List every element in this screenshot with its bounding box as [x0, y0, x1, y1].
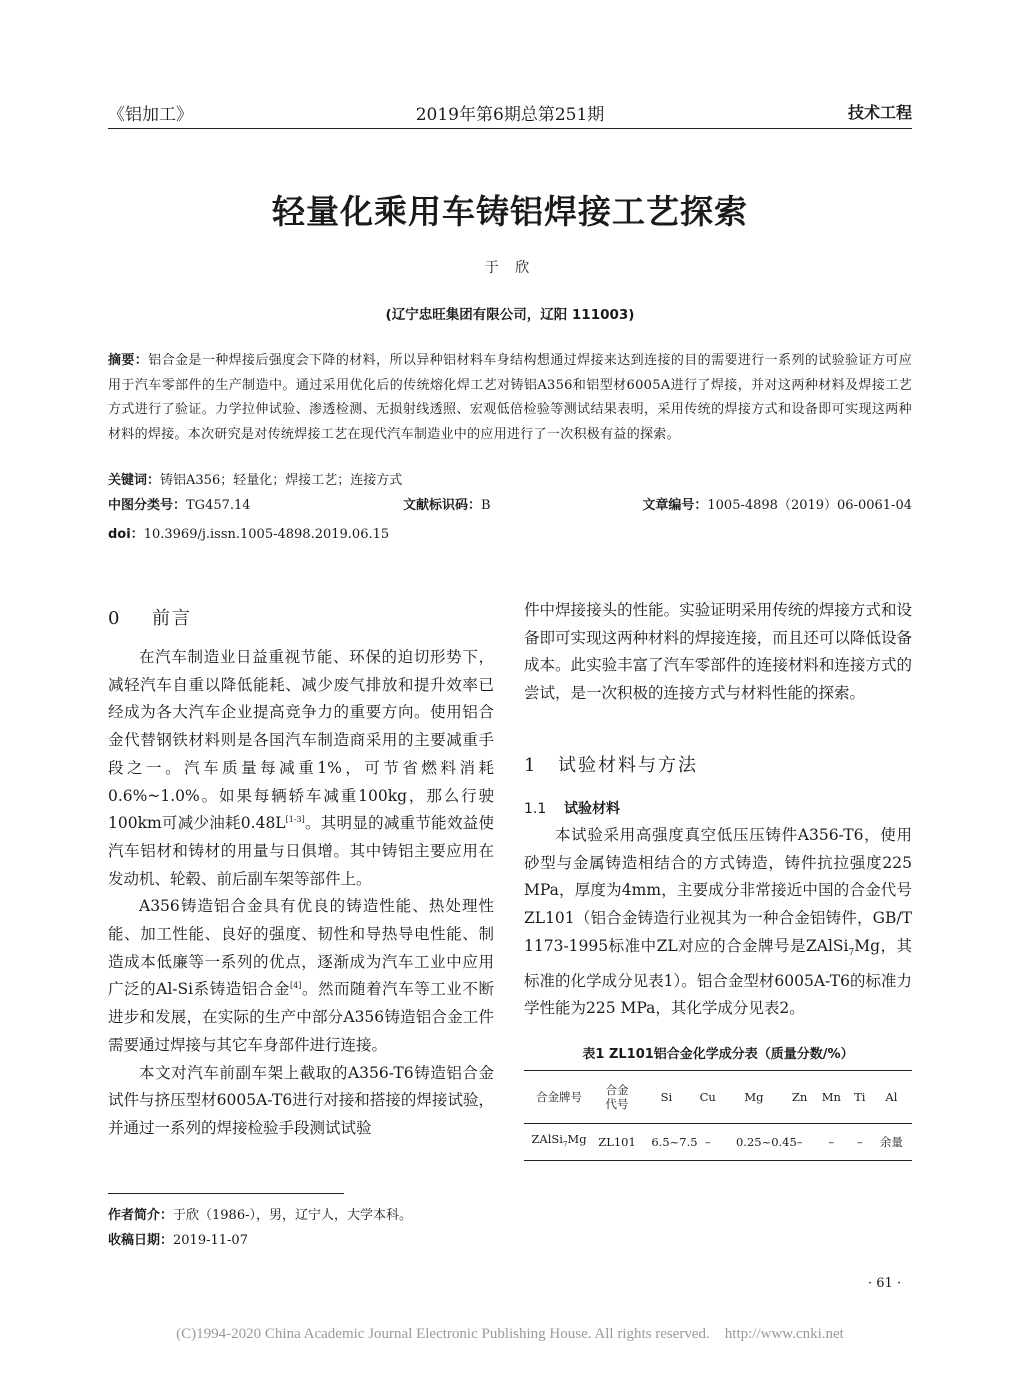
- header-rule: [108, 128, 912, 129]
- table-header-text: 合金代号: [605, 1083, 629, 1111]
- doi-label: doi：: [108, 527, 144, 542]
- paragraph: 件中焊接接头的性能。实验证明采用传统的焊接方式和设备即可实现这两种材料的焊接连接，而且还可以降低设备成本。此实验丰富了汽车零部件的连接材料和连接方式的尝试，是一次积极的连接方式与材料性能的探索。: [524, 601, 912, 703]
- paragraph: [108, 644, 494, 893]
- section-name: 技术工程: [847, 103, 912, 122]
- composition-table: [524, 1070, 912, 1161]
- cell-text: 6.5~7.5: [651, 1135, 698, 1149]
- clc-text: TG457.14: [186, 498, 251, 513]
- doi: [108, 523, 912, 542]
- table-header: Cu: [699, 1090, 716, 1104]
- table-header: Mg: [744, 1090, 764, 1104]
- author: 于 欣: [484, 260, 536, 276]
- article-number: [642, 494, 912, 513]
- affiliation: (辽宁忠旺集团有限公司，辽阳 111003): [385, 307, 635, 323]
- author-bio: [108, 1204, 412, 1223]
- article-no-text: 1005-4898（2019）06-0061-04: [707, 498, 912, 513]
- bio-text: 于欣（1986-），男，辽宁人，大学本科。: [173, 1208, 412, 1223]
- section-title: 试验材料与方法: [558, 755, 698, 776]
- abstract: [108, 349, 912, 447]
- table-header: Mn: [821, 1090, 841, 1104]
- subsection-title: 试验材料: [564, 801, 620, 817]
- table-cell: –: [828, 1135, 835, 1149]
- intro-continued: [524, 597, 912, 708]
- section-number: 1: [524, 755, 538, 776]
- issue-info: 2019年第6期总第251期: [415, 105, 605, 125]
- article-title: 轻量化乘用车铸铝焊接工艺探索: [272, 192, 748, 231]
- article-no-label: 文章编号：: [642, 498, 708, 513]
- table-header: Al: [885, 1090, 898, 1104]
- paragraph-text: 本试验采用高强度真空低压压铸件A356-T6，使用砂型与金属铸造相结合的方式铸造，铸件抗拉强度225 MPa，厚度为4mm，主要成分非常接近中国的合金代号ZL101（铝合金铸造行业视其为一种合金铝铸件，GB/T 1173-1995标准中ZL对应的合金牌号是ZAlSi: [524, 826, 912, 955]
- table-header: 合金牌号: [536, 1090, 582, 1104]
- paragraph-text: 。其明显的减重节能效益使汽车铝材和铸材的用量与日俱增。其中铸铝主要应用在发动机、轮毂、前后副车架等部件上。: [108, 814, 494, 888]
- subscript: 7: [562, 1140, 568, 1149]
- page-number: · 61 ·: [868, 1276, 902, 1291]
- paragraph-text: 在汽车制造业日益重视节能、环保的迫切形势下，减轻汽车自重以降低能耗、减少废气排放和提升效率已经成为各大汽车企业提高竞争力的重要方向。使用铝合金代替钢铁材料则是各国汽车制造商采用的主要减重手段之一。汽车质量每减重1%，可节省燃料消耗0.6%~1.0%。如果每辆轿车减重100kg，那么行驶100km可减少油耗0.48L: [108, 648, 494, 833]
- materials-text: [524, 822, 912, 1023]
- table-cell: [640, 1124, 698, 1161]
- citation: [1-3]: [285, 815, 305, 825]
- section-number: 0: [108, 608, 122, 629]
- paragraph: [524, 822, 912, 1023]
- doi-text: 10.3969/j.issn.1005-4898.2019.06.15: [143, 527, 390, 542]
- paragraph-text: 。然而随着汽车等工业不断进步和发展，在实际的生产中部分A356铸造铝合金工件需要通过焊接与其它车身部件进行连接。: [108, 980, 494, 1054]
- paragraph-text: A356铸造铝合金具有优良的铸造性能、热处理性能、加工性能、良好的强度、韧性和导热导电性能、制造成本低廉等一系列的优点，逐渐成为汽车工业中应用广泛的Al-Si系铸造铝合金: [108, 897, 494, 999]
- table-cell: 余量: [879, 1135, 903, 1149]
- paragraph: 本文对汽车前副车架上截取的A356-T6铸造铝合金试件与挤压型材6005A-T6进行对接和搭接的焊接试验，并通过一系列的焊接检验手段测试试验: [108, 1063, 494, 1137]
- bio-label: 作者简介：: [108, 1208, 174, 1223]
- document-code: [403, 494, 491, 513]
- journal-name: 《铝加工》: [108, 105, 193, 125]
- paragraph-text: Mg，其标准的化学成分见表1）。铝合金型材6005A-T6的标准力学性能为225 MPa，其化学成分见表2。: [524, 936, 912, 1018]
- table-cell: ZL101: [598, 1135, 636, 1149]
- received-date: [108, 1229, 248, 1248]
- cell-text: Mg: [567, 1132, 587, 1147]
- date-text: 2019-11-07: [173, 1233, 248, 1248]
- table-cell: [723, 1124, 797, 1161]
- section-heading-intro: [108, 604, 192, 630]
- table-header: Ti: [854, 1090, 866, 1104]
- abstract-text: 铝合金是一种焊接后强度会下降的材料，所以异种铝材料车身结构想通过焊接来达到连接的目的需要进行一系列的试验验证方可应用于汽车零部件的生产制造中。通过采用优化后的传统熔化焊工艺对铸铝A356和铝型材6005A进行了焊接，并对这两种材料及焊接工艺方式进行了验证。力学拉伸试验、渗透检测、无损射线透照、宏观低倍检验等测试结果表明，采用传统的焊接方式和设备即可实现这两种材料的焊接。本次研究是对传统焊接工艺在现代汽车制造业中的应用进行了一次积极有益的探索。: [108, 353, 912, 442]
- abstract-label: 摘要：: [108, 353, 149, 368]
- cell-text: 0.25~0.45: [735, 1135, 797, 1149]
- doc-code-text: B: [481, 498, 491, 513]
- table-header: [594, 1071, 640, 1124]
- table-cell: –: [796, 1135, 803, 1149]
- doc-code-label: 文献标识码：: [403, 498, 482, 513]
- citation: [4]: [290, 981, 302, 991]
- paragraph: [108, 893, 494, 1059]
- keywords-label: 关键词：: [108, 473, 161, 488]
- date-label: 收稿日期：: [108, 1233, 174, 1248]
- cell-text: ZAlSi: [531, 1132, 563, 1147]
- copyright-footer: (C)1994-2020 China Academic Journal Electronic Publishing House. All rights reserved. http://www.cnki.net: [176, 1326, 844, 1342]
- subscript: 7: [848, 947, 855, 958]
- table-cell: –: [856, 1135, 863, 1149]
- table-header: Zn: [791, 1090, 808, 1104]
- keywords: [108, 469, 912, 488]
- keywords-text: 铸铝A356；轻量化；焊接工艺；连接方式: [160, 473, 403, 488]
- table-cell: –: [704, 1135, 711, 1149]
- table-row: [524, 1124, 912, 1161]
- clc-label: 中图分类号：: [108, 498, 187, 513]
- section-title: 前言: [152, 608, 192, 629]
- subsection-heading: [524, 798, 620, 818]
- table-header-row: [524, 1071, 912, 1124]
- table-header: Si: [660, 1090, 673, 1104]
- footnote-rule: [108, 1193, 344, 1194]
- table-caption: 表1 ZL101铝合金化学成分表（质量分数/%）: [582, 1047, 854, 1062]
- section-heading-materials: [524, 751, 698, 777]
- intro-text: [108, 644, 494, 1143]
- subsection-number: 1.1: [524, 801, 547, 817]
- table-cell: [524, 1124, 594, 1161]
